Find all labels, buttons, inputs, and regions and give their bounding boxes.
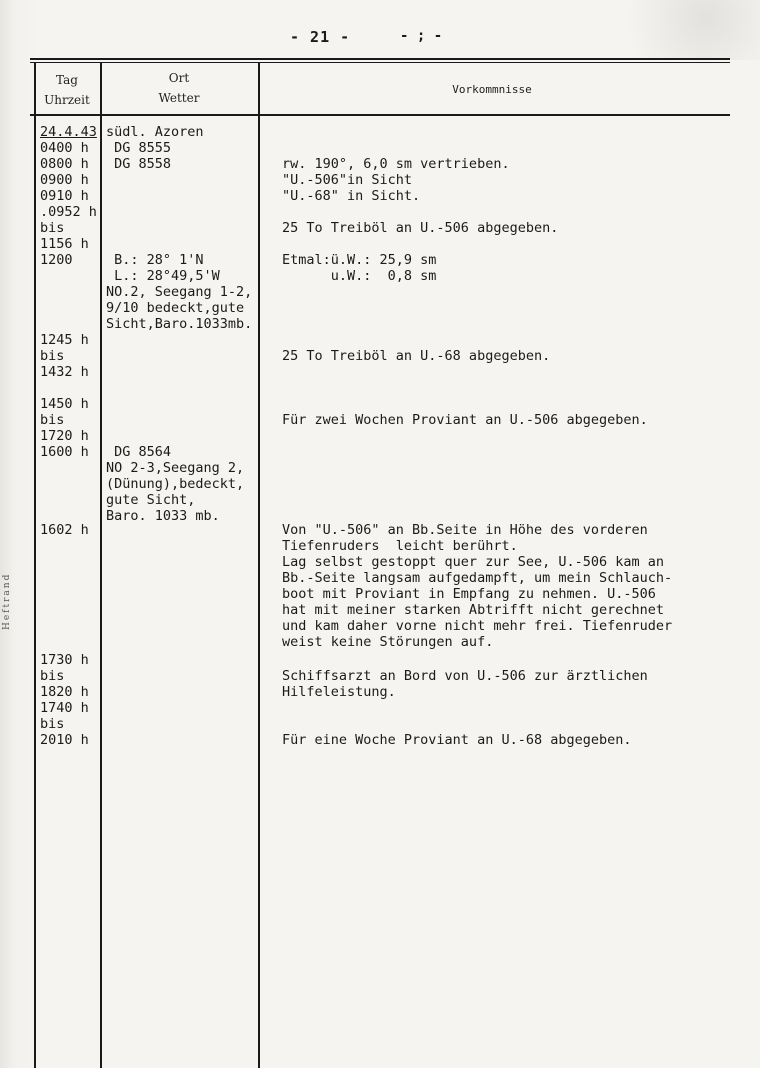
entry-ort: DG 8564	[106, 444, 172, 460]
entry-event: Für zwei Wochen Proviant an U.-506 abgegeben.	[282, 412, 648, 428]
entry-time: 1730 h	[40, 652, 89, 668]
entry-time: 1600 h	[40, 444, 89, 460]
entry-time: bis	[40, 348, 65, 364]
entry-event: u.W.: 0,8 sm	[282, 268, 437, 284]
entry-event: rw. 190°, 6,0 sm vertrieben.	[282, 156, 510, 172]
entry-time: 1156 h	[40, 236, 89, 252]
page-number: - 21 -	[290, 28, 351, 46]
entry-time: bis	[40, 668, 65, 684]
entry-ort: L.: 28°49,5'W	[106, 268, 220, 284]
margin-label: Heftrand	[2, 572, 12, 630]
entry-event: und kam daher vorne nicht mehr frei. Tiefenruder	[282, 618, 673, 634]
entry-time: 1740 h	[40, 700, 89, 716]
entry-event: Bb.-Seite langsam aufgedampft, um mein Schlauch-	[282, 570, 673, 586]
entry-ort: gute Sicht,	[106, 492, 196, 508]
entry-time: 1450 h	[40, 396, 89, 412]
entry-time: 0900 h	[40, 172, 89, 188]
entry-event: "U.-506"in Sicht	[282, 172, 413, 188]
entry-time: bis	[40, 220, 65, 236]
left-border	[34, 62, 36, 1068]
entry-event: Für eine Woche Proviant an U.-68 abgegeben.	[282, 732, 632, 748]
entry-ort: südl. Azoren	[106, 124, 204, 140]
entry-event: Tiefenruders leicht berührt.	[282, 538, 518, 554]
header-rule	[30, 114, 730, 116]
entry-time: 1245 h	[40, 332, 89, 348]
entry-time: 1720 h	[40, 428, 89, 444]
entry-ort: NO 2-3,Seegang 2,	[106, 460, 245, 476]
column-divider-ort	[258, 62, 260, 1068]
entry-event: Von "U.-506" an Bb.Seite in Höhe des vorderen	[282, 522, 648, 538]
header-ort-cell	[102, 68, 256, 108]
entry-event: "U.-68" in Sicht.	[282, 188, 421, 204]
entry-time: 1432 h	[40, 364, 89, 380]
entry-ort: Sicht,Baro.1033mb.	[106, 316, 253, 332]
entry-event: Lag selbst gestoppt quer zur See, U.-506 kam an	[282, 554, 665, 570]
entry-time: 1602 h	[40, 522, 89, 538]
header-ort: Ort	[168, 71, 190, 85]
entry-event: 25 To Treiböl an U.-506 abgegeben.	[282, 220, 559, 236]
entry-time: 0400 h	[40, 140, 89, 156]
top-rule	[30, 58, 730, 60]
header-tag-cell	[36, 70, 98, 110]
entry-event: weist keine Störungen auf.	[282, 634, 494, 650]
entry-time: 1200	[40, 252, 73, 268]
column-divider-time	[100, 62, 102, 1068]
entry-ort: DG 8555	[106, 140, 172, 156]
entry-event: Etmal:ü.W.: 25,9 sm	[282, 252, 437, 268]
entry-time: 0800 h	[40, 156, 89, 172]
entry-ort: (Dünung),bedeckt,	[106, 476, 245, 492]
entry-time: bis	[40, 716, 65, 732]
header-tag: Tag	[56, 73, 78, 87]
entry-event: hat mit meiner starken Abtrifft nicht gerechnet	[282, 602, 665, 618]
entry-event: Schiffsarzt an Bord von U.-506 zur ärztlichen	[282, 668, 648, 684]
entry-time: 2010 h	[40, 732, 89, 748]
top-rule-thin	[30, 62, 730, 63]
entry-ort: Baro. 1033 mb.	[106, 508, 220, 524]
entry-ort: NO.2, Seegang 1-2,	[106, 284, 253, 300]
entry-time: 0910 h	[40, 188, 89, 204]
entry-time: bis	[40, 412, 65, 428]
header-uhrzeit: Uhrzeit	[44, 93, 90, 107]
header-wetter: Wetter	[158, 91, 200, 105]
entry-event: 25 To Treiböl an U.-68 abgegeben.	[282, 348, 551, 364]
entry-event: boot mit Proviant in Empfang zu nehmen. U.-506	[282, 586, 656, 602]
entry-time: 1820 h	[40, 684, 89, 700]
entry-event: Hilfeleistung.	[282, 684, 396, 700]
page-mark: - ; -	[400, 28, 443, 44]
entry-ort: DG 8558	[106, 156, 172, 172]
entry-ort: 9/10 bedeckt,gute	[106, 300, 245, 316]
entry-time: .0952 h	[40, 204, 97, 220]
header-vorkommnisse: Vorkommnisse	[452, 83, 532, 96]
paper-stain	[580, 0, 760, 60]
entry-time: 24.4.43	[40, 124, 97, 140]
entry-ort: B.: 28° 1'N	[106, 252, 204, 268]
